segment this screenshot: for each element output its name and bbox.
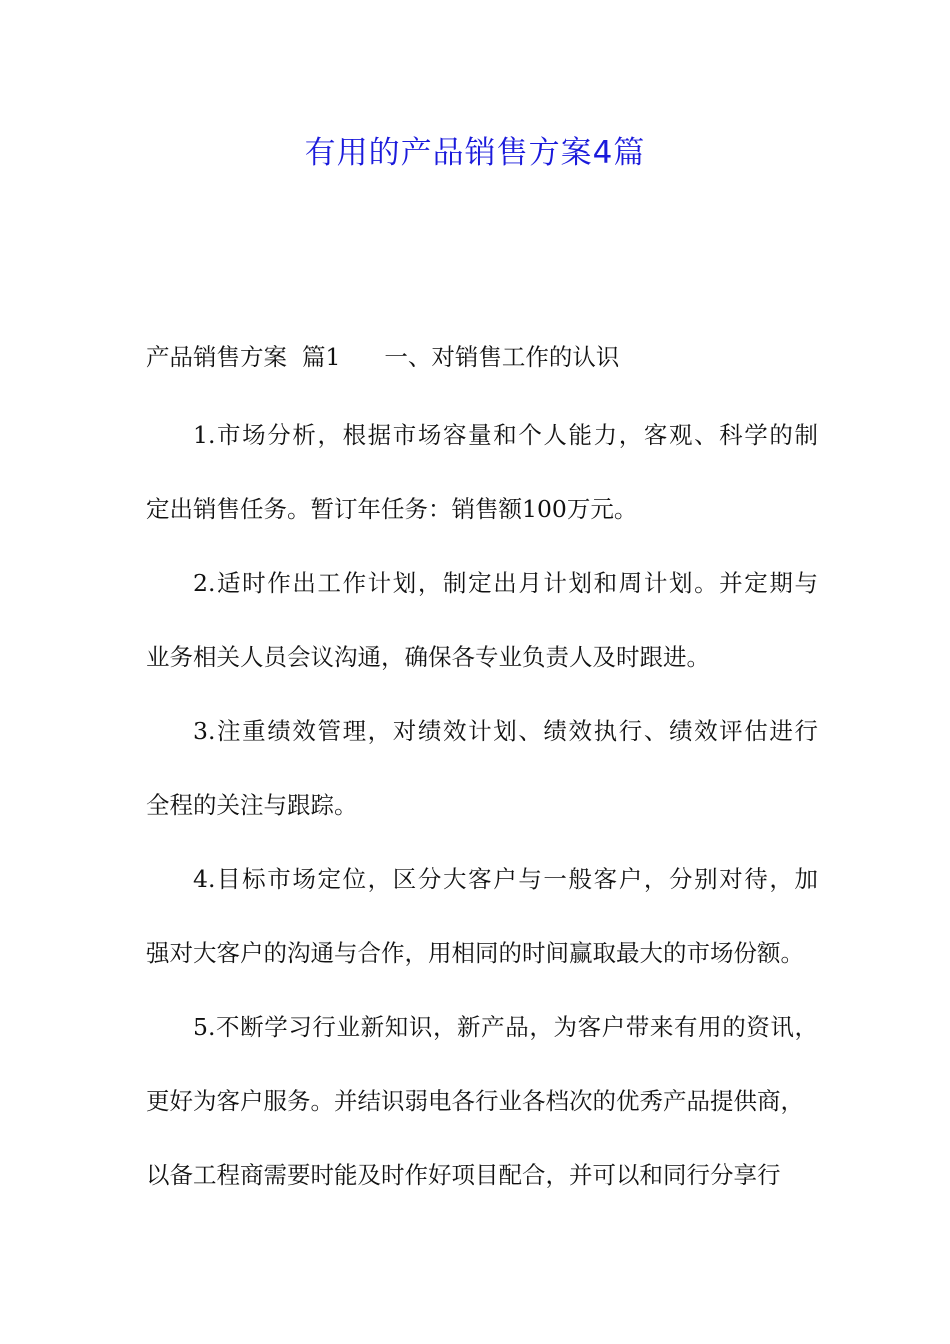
section-heading: 一、对销售工作的认识 [384, 343, 620, 371]
paragraph-line: 定出销售任务。暂订年任务：销售额100万元。 [146, 495, 638, 523]
paragraph-line: 强对大客户的沟通与合作，用相同的时间赢取最大的市场份额。 [146, 939, 804, 967]
paragraph-line: 以备工程商需要时能及时作好项目配合，并可以和同行分享行 [146, 1161, 781, 1189]
paragraph-line: 5.不断学习行业新知识，新产品，为客户带来有用的资讯， [193, 1013, 818, 1041]
paragraph-line: 2.适时作出工作计划，制定出月计划和周计划。并定期与 [193, 569, 818, 597]
paragraph-line: 1.市场分析，根据市场容量和个人能力，客观、科学的制 [193, 421, 818, 449]
document-title: 有用的产品销售方案4篇 [304, 135, 646, 171]
paragraph-line: 全程的关注与跟踪。 [146, 791, 358, 819]
paragraph-line: 4.目标市场定位，区分大客户与一般客户，分别对待，加 [193, 865, 818, 893]
paragraph-line: 3.注重绩效管理，对绩效计划、绩效执行、绩效评估进行 [193, 717, 818, 745]
section-heading-line [146, 340, 818, 374]
paragraph-line: 业务相关人员会议沟通，确保各专业负责人及时跟进。 [146, 643, 710, 671]
section-label: 产品销售方案 篇1 [146, 343, 341, 371]
paragraph-line: 更好为客户服务。并结识弱电各行业各档次的优秀产品提供商， [146, 1087, 804, 1115]
